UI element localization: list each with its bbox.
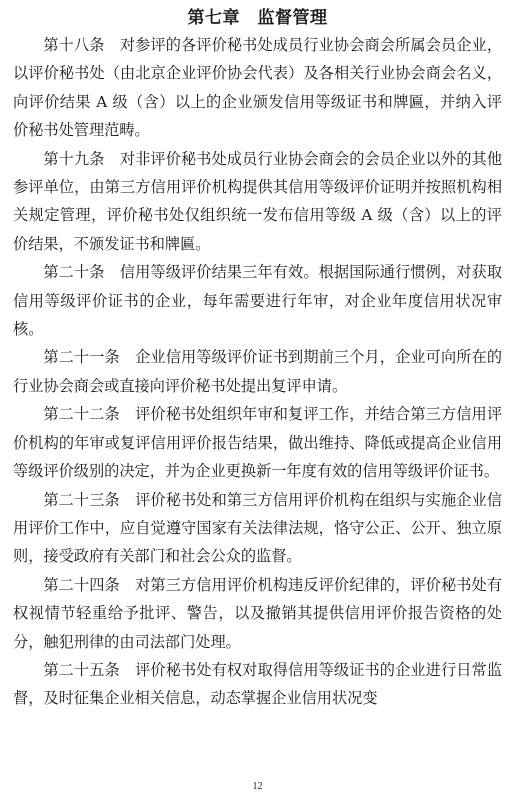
article-19: 第十九条 对非评价秘书处成员行业协会商会的会员企业以外的其他参评单位，由第三方信用评价机构提供其信用等级评价证明并按照机构相关规定管理，评价秘书处仅组织统一发布信用等级 A 级（含）以上的评价结果，不颁发证书和牌匾。 bbox=[13, 149, 502, 253]
page-number: 12 bbox=[252, 781, 263, 792]
article-23: 第二十三条 评价秘书处和第三方信用评价机构在组织与实施企业信用评价工作中，应自觉遵守国家有关法律法规，恪守公正、公开、独立原则，接受政府有关部门和社会公众的监督。 bbox=[13, 490, 502, 566]
chapter-title: 第七章 监督管理 bbox=[187, 8, 328, 28]
article-20: 第二十条 信用等级评价结果三年有效。根据国际通行惯例，对获取信用等级评价证书的企业，每年需要进行年审，对企业年度信用状况审核。 bbox=[13, 263, 502, 339]
article-22: 第二十二条 评价秘书处组织年审和复评工作，并结合第三方信用评价机构的年审或复评信用评价报告结果，做出维持、降低或提高企业信用等级评价级别的决定，并为企业更换新一年度有效的信用等级评价证书。 bbox=[13, 405, 502, 481]
article-21: 第二十一条 企业信用等级评价证书到期前三个月，企业可向所在的行业协会商会或直接向评价秘书处提出复评申请。 bbox=[13, 348, 502, 395]
article-24: 第二十四条 对第三方信用评价机构违反评价纪律的，评价秘书处有权视情节轻重给予批评、警告，以及撤销其提供信用评价报告资格的处分，触犯刑律的由司法部门处理。 bbox=[13, 575, 502, 651]
article-25: 第二十五条 评价秘书处有权对取得信用等级证书的企业进行日常监督，及时征集企业相关信息，动态掌握企业信用状况变 bbox=[13, 660, 502, 708]
article-18: 第十八条 对参评的各评价秘书处成员行业协会商会所属会员企业，以评价秘书处（由北京企业评价协会代表）及各相关行业协会商会名义，向评价结果 A 级（含）以上的企业颁发信用等级证书和牌匾，并纳入评价秘书处管理范畴。 bbox=[13, 36, 502, 140]
